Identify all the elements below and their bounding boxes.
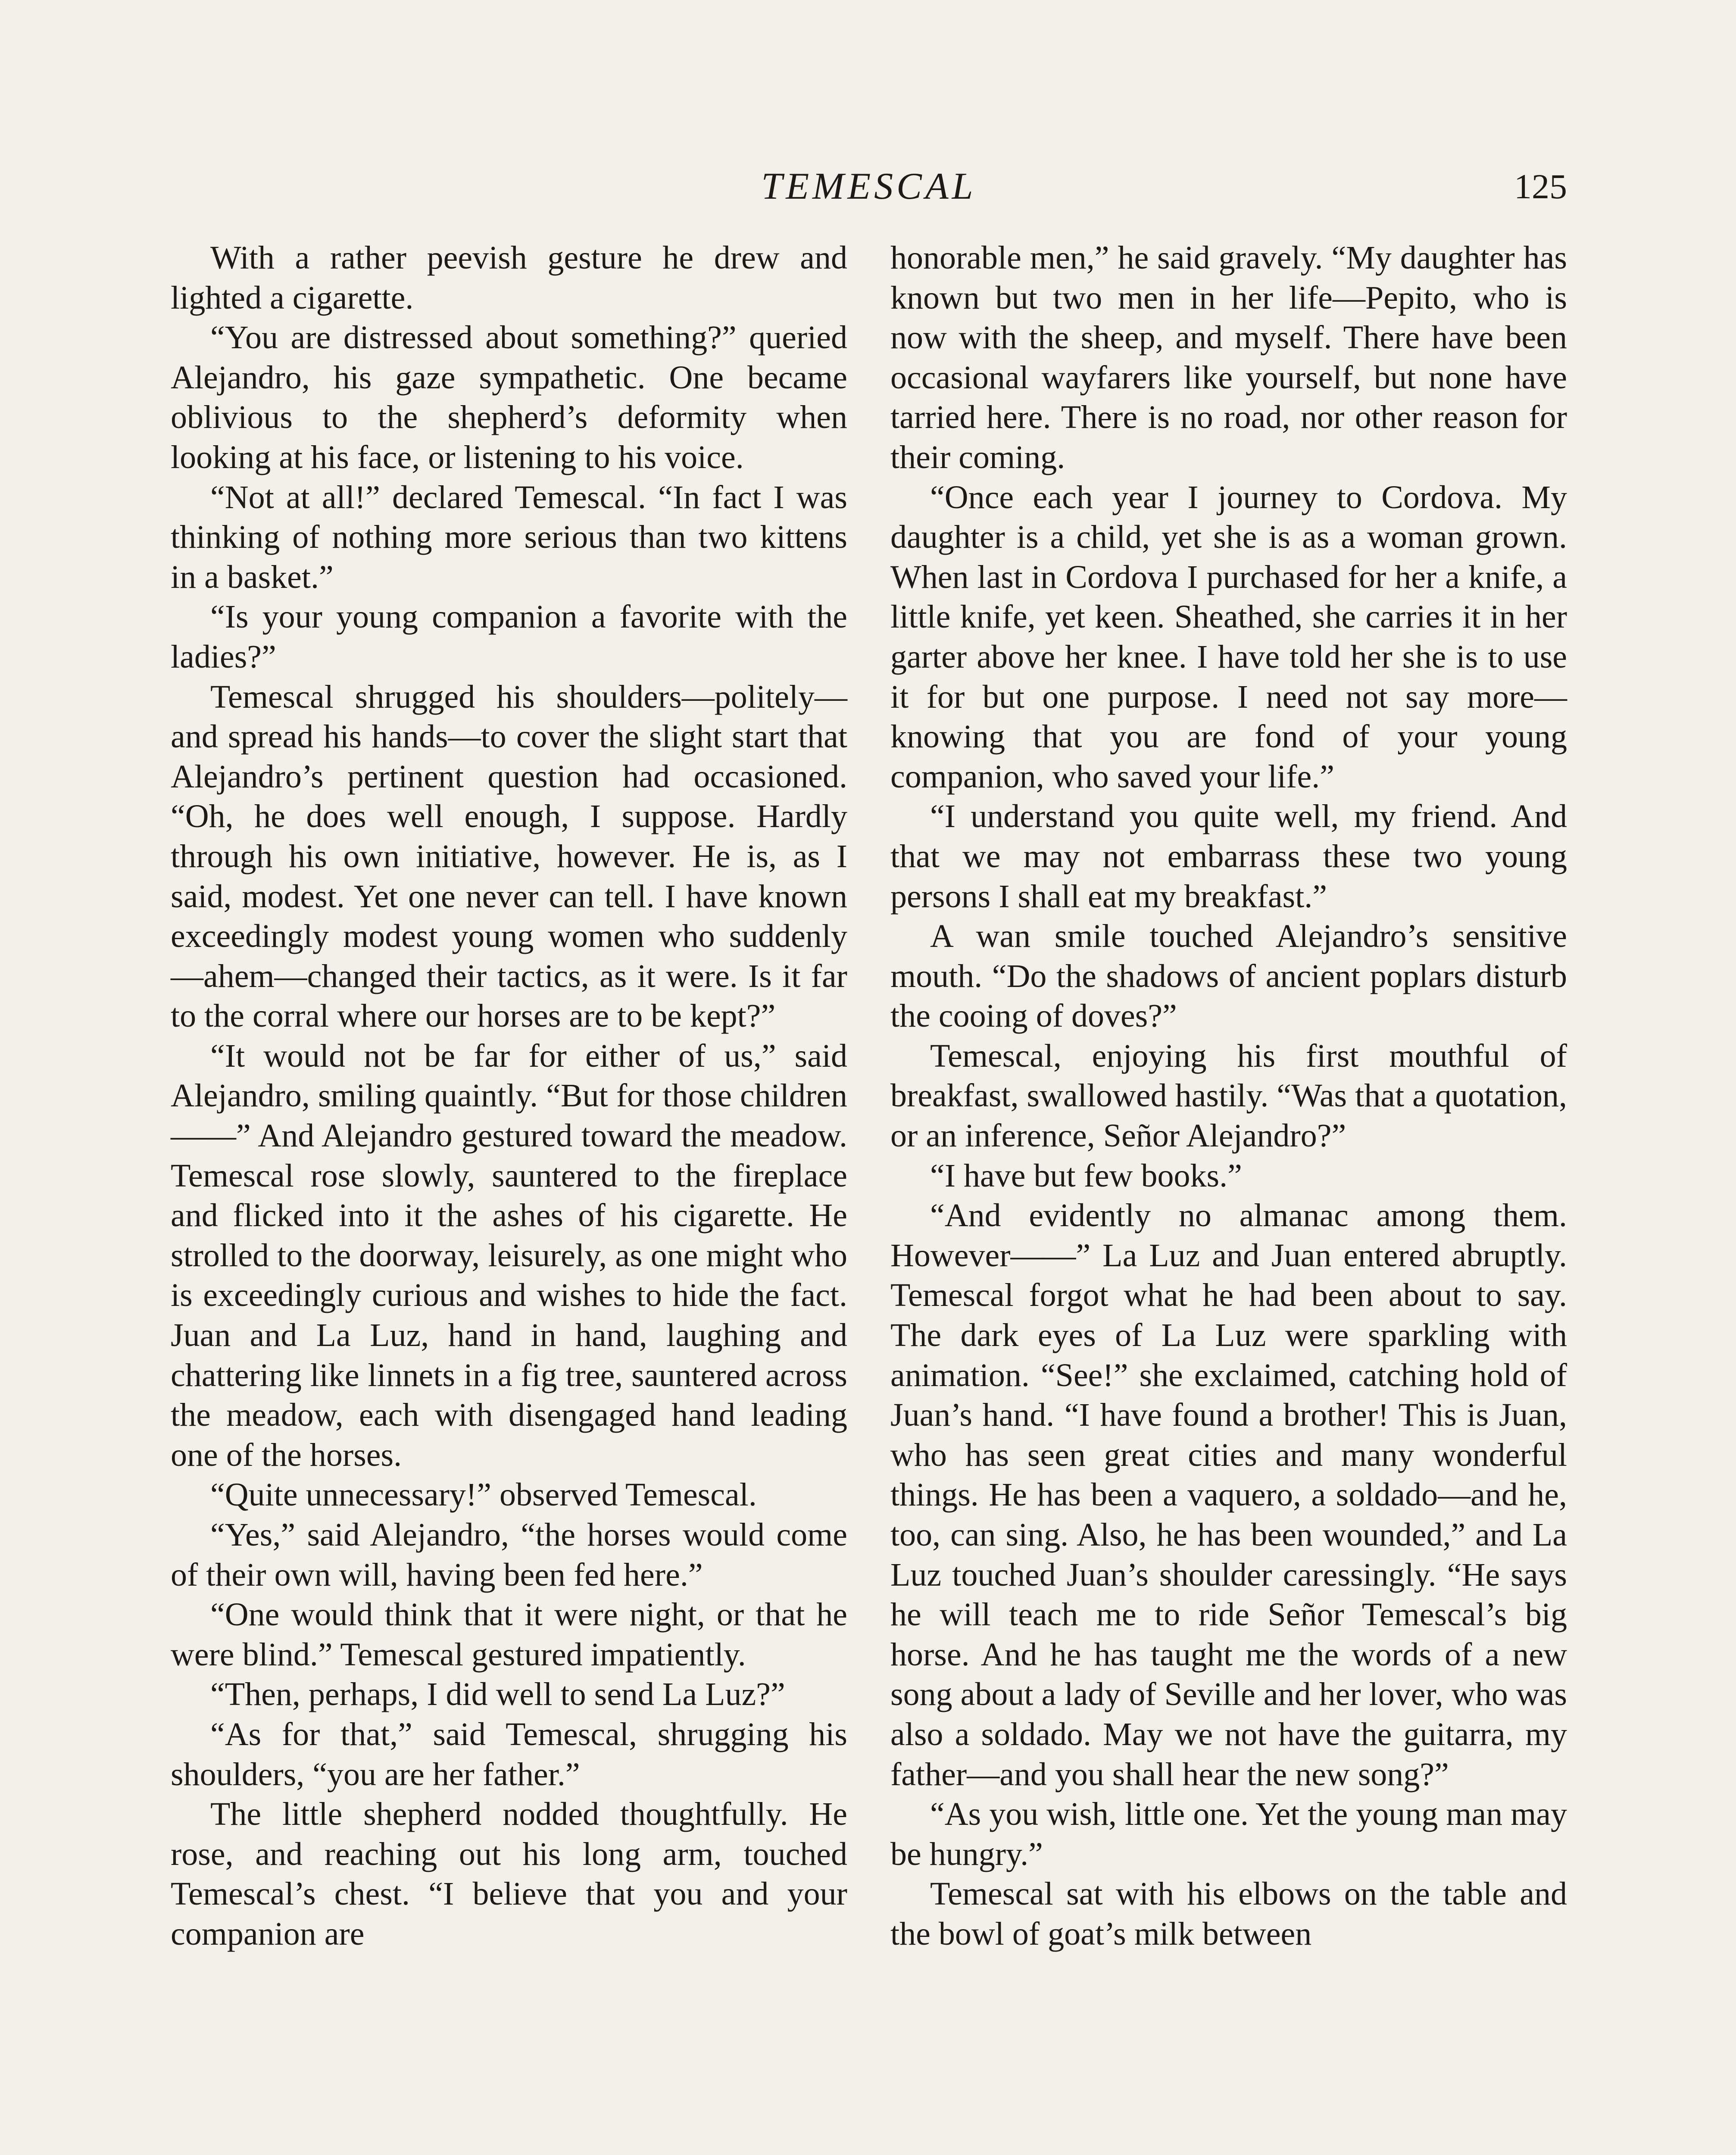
running-title: TEMESCAL <box>761 166 977 207</box>
page-number: 125 <box>1514 167 1567 206</box>
paragraph: “And evidently no almanac among them. However——” La Luz and Juan entered abruptly. Temescal forgot what he had been about to say. The dark eyes of La Luz were sparkling with animation. “See!” she exclaimed, catching hold of Juan’s hand. “I have found a brother! This is Juan, who has seen great cities and many wonderful things. He has been a vaquero, a soldado—and he, too, can sing. Also, he has been wounded,” and La Luz touched Juan’s shoulder caressingly. “He says he will teach me to ride Señor Temescal’s big horse. And he has taught me the words of a new song about a lady of Seville and her lover, who was also a soldado. May we not have the guitarra, my father—and you shall hear the new song?” <box>890 1197 1567 1793</box>
paragraph: “I have but few books.” <box>930 1157 1242 1194</box>
paragraph: Temescal shrugged his shoulders—politely—and spread his hands—to cover the slight start that Alejandro’s pertinent question had occasioned. “Oh, he does well enough, I suppose. Hardly through his own initiative, however. He is, as I said, modest. Yet one never can tell. I have known exceedingly modest young women who suddenly—ahem—changed their tactics, as it were. Is it far to the corral where our horses are to be kept?” <box>171 678 847 1034</box>
paragraph: “As for that,” said Temescal, shrugging his shoulders, “you are her father.” <box>171 1716 847 1793</box>
paragraph: “You are distressed about something?” queried Alejandro, his gaze sympathetic. One became oblivious to the shepherd’s deformity when looking at his face, or listening to his voice. <box>171 319 847 475</box>
paragraph: “Is your young companion a favorite with the ladies?” <box>171 599 847 675</box>
paragraph: “As you wish, little one. Yet the young man may be hungry.” <box>890 1796 1567 1872</box>
running-head <box>171 163 1567 210</box>
paragraph: Temescal, enjoying his first mouthful of breakfast, swallowed hastily. “Was that a quotation, or an inference, Señor Alejandro?” <box>890 1037 1567 1154</box>
paragraph: The little shepherd nodded thoughtfully. He rose, and reaching out his long arm, touched Temescal’s chest. “I believe that you and your companion are <box>171 1796 847 1952</box>
paragraph: “I understand you quite well, my friend. And that we may not embarrass these two young persons I shall eat my breakfast.” <box>890 798 1567 915</box>
paragraph: Temescal sat with his elbows on the table and the bowl of goat’s milk between <box>890 1876 1567 1952</box>
right-column <box>890 238 1567 1954</box>
paragraph: “Once each year I journey to Cordova. My daughter is a child, yet she is as a woman grown. When last in Cordova I purchased for her a knife, a little knife, yet keen. Sheathed, she carries it in her garter above her knee. I have told her she is to use it for but one purpose. I need not say more—knowing that you are fond of your young companion, who saved your life.” <box>890 479 1567 795</box>
paragraph: A wan smile touched Alejandro’s sensitive mouth. “Do the shadows of ancient poplars disturb the cooing of doves?” <box>890 918 1567 1034</box>
paragraph: “Quite unnecessary!” observed Temescal. <box>210 1477 757 1513</box>
paragraph: “Yes,” said Alejandro, “the horses would come of their own will, having been fed here.” <box>171 1517 847 1593</box>
paragraph: “Not at all!” declared Temescal. “In fact I was thinking of nothing more serious than two kittens in a basket.” <box>171 479 847 595</box>
paragraph: “It would not be far for either of us,” said Alejandro, smiling quaintly. “But for those children——” And Alejandro gestured toward the meadow. Temescal rose slowly, sauntered to the fireplace and flicked into it the ashes of his cigarette. He strolled to the doorway, leisurely, as one might who is exceedingly curious and wishes to hide the fact. Juan and La Luz, hand in hand, laughing and chattering like linnets in a fig tree, sauntered across the meadow, each with disengaged hand leading one of the horses. <box>171 1037 847 1473</box>
paragraph: “Then, perhaps, I did well to send La Luz?” <box>210 1676 785 1713</box>
left-column <box>171 238 847 1954</box>
paragraph: “One would think that it were night, or that he were blind.” Temescal gestured impatiently. <box>171 1596 847 1673</box>
paragraph-continuation: honorable men,” he said gravely. “My daughter has known but two men in her life—Pepito, who is now with the sheep, and myself. There have been occasional wayfarers like yourself, but none have tarried here. There is no road, nor other reason for their coming. <box>890 240 1567 475</box>
paragraph: With a rather peevish gesture he drew and lighted a cigarette. <box>171 240 847 316</box>
